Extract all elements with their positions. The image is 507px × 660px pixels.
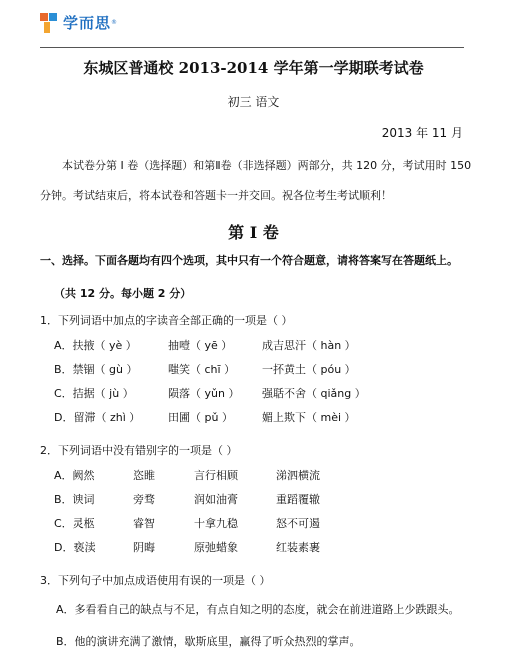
logo-text: 学而思 [63,14,112,32]
q1-option-c-3: 强聒不舍（ qiǎng ） [262,387,366,400]
page-title: 东城区普通校 2013-2014 学年第一学期联考试卷 [83,59,424,77]
q2-option-c-3: 十拿九稳 [194,517,238,530]
q2-option-b-3: 润如油膏 [194,493,238,506]
q1-option-b-1: B．禁锢（ gù ） [54,363,138,376]
logo-mark-icon [40,13,60,33]
logo-registered: ® [111,19,118,26]
question-1-stem: 1．下列词语中加点的字读音全部正确的一项是（ ） [40,314,293,327]
q2-option-b-2: 旁骛 [133,493,155,506]
q3-option-b: B．他的演讲充满了激情，歇斯底里，赢得了听众热烈的掌声。 [56,635,361,648]
q1-option-c-1: C．拮据（ jù ） [54,387,134,400]
intro-line-1: 本试卷分第 I 卷（选择题）和第Ⅱ卷（非选择题）两部分，共 120 分，考试用时 150 [62,159,472,172]
q2-option-a-2: 恣睢 [133,469,155,482]
q1-option-b-2: 嗤笑（ chī ） [168,363,236,376]
exam-date: 2013 年 11 月 [381,126,463,140]
q1-option-d-2: 田圃（ pǔ ） [168,411,233,424]
q3-option-a: A．多看看自己的缺点与不足，有点自知之明的态度，就会在前进道路上少跌跟头。 [56,603,460,616]
q1-option-d-1: D．留滞（ zhì ） [54,411,141,424]
question-2-stem: 2．下列词语中没有错别字的一项是（ ） [40,444,238,457]
q2-option-a-1: A．阙然 [54,469,95,482]
question-3-stem: 3．下列句子中加点成语使用有误的一项是（ ） [40,574,271,587]
intro-line-2: 分钟。考试结束后，将本试卷和答题卡一并交回。祝各位考生考试顺利！ [40,189,392,202]
q2-option-c-4: 怒不可遏 [276,517,320,530]
q2-option-c-1: C．灵柩 [54,517,95,530]
page-subtitle: 初三 语文 [227,95,280,109]
q2-option-b-1: B．谀词 [54,493,95,506]
q2-option-d-1: D．亵渎 [54,541,96,554]
q2-option-a-4: 涕泗横流 [276,469,320,482]
q1-option-a-1: A．扶掖（ yè ） [54,339,137,352]
part-score: （共 12 分。每小题 2 分） [54,287,192,300]
q1-option-a-2: 抽噎（ yē ） [168,339,233,352]
part-heading: 一、选择。下面各题均有四个选项，其中只有一个符合题意，请将答案写在答题纸上。 [40,254,458,267]
q1-option-a-3: 成吉思汗（ hàn ） [262,339,356,352]
header-divider [40,47,464,48]
q1-option-c-2: 陨落（ yǔn ） [168,387,240,400]
q1-option-d-3: 媚上欺下（ mèi ） [262,411,356,424]
q2-option-a-3: 言行相顾 [194,469,238,482]
q2-option-d-2: 阴晦 [133,541,155,554]
section-title: 第 I 卷 [228,223,279,242]
q2-option-d-3: 原弛蜡象 [194,541,238,554]
q1-option-b-3: 一抔黄土（ póu ） [262,363,356,376]
q2-option-d-4: 红装素裹 [276,541,320,554]
q2-option-b-4: 重蹈覆辙 [276,493,320,506]
logo [40,12,117,33]
q2-option-c-2: 睿智 [133,517,155,530]
